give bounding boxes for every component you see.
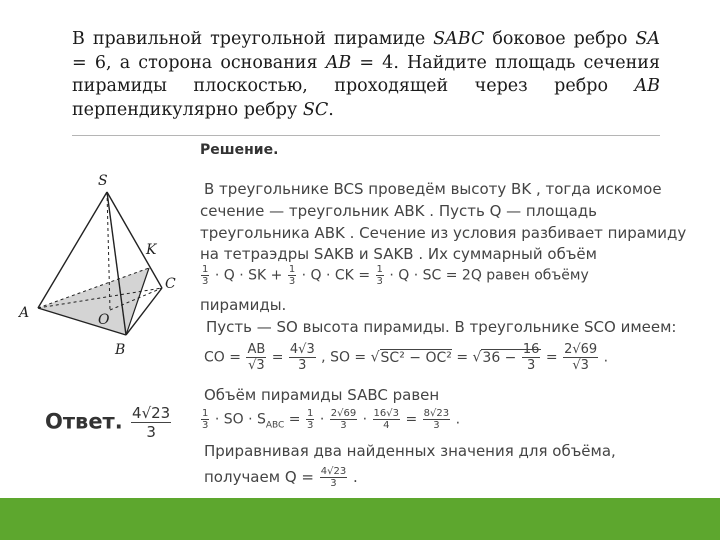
formula-text: = [271,349,284,366]
volume-sum-formula [200,264,589,287]
problem-text: AB [634,76,660,96]
fraction: $\frac{2√69}{√3}$ [564,342,598,373]
label-b: B [115,342,126,358]
formula-text: . [603,349,609,366]
solution-line: сечение — треугольник ABK . Пусть Q — площадь [200,202,598,220]
problem-statement [72,28,660,122]
fraction: $\frac{1}{3}$ [288,264,296,287]
formula-text: · Q · SK + [214,267,283,284]
label-s: S [98,173,108,189]
footer-bar [0,498,720,540]
problem-text: боковое ребро [484,29,636,49]
problem-text: = 4. Найдите площадь сечения пирамиды плоскостью, проходящей через ребро [72,52,660,96]
label-o: O [98,312,110,328]
answer-label: Ответ. [45,409,123,434]
fraction: $\frac{AB}{√3}$ [247,342,266,373]
formula-text: · Q · CK = [301,267,371,284]
fraction: $\frac{4√23}{3}$ [320,466,347,489]
formula-text: · Q · SC = 2Q равен объёму [389,267,589,284]
fraction: $\frac{8√23}{3}$ [423,408,450,431]
pyramid-figure [14,170,184,360]
formula-text: . [455,411,461,428]
problem-text: перпендикулярно ребру [72,99,303,120]
formula-text: получаем Q = [204,468,314,486]
problem-text: В правильной треугольной пирамиде [72,29,434,49]
fraction: $\frac{1}{3}$ [202,408,209,431]
solution-line: на тетраэдры SAKB и SAKB . Их суммарный объём [200,245,597,263]
formula-text: · [362,411,368,428]
formula-text: = [405,411,418,428]
co-so-formula: CO = $\frac{AB}{√3}$ = $\frac{4√3}{3}$ , SO = √SC² − OC² = √36 − $\frac{16}{3}$ = $\frac{2√69}{√3}$ . [204,342,609,373]
formula-text: . [353,468,358,486]
fraction: $\frac{1}{3}$ [202,264,209,287]
label-c: C [165,276,176,292]
solution-line: Объём пирамиды SABC равен [204,386,440,404]
formula-text: · [319,411,325,428]
problem-text: SABC [433,29,485,49]
q-result-formula [204,466,358,489]
fraction: $\frac{4√3}{3}$ [289,342,315,373]
problem-text: = 6, а сторона основания [72,52,326,73]
solution-line: В треугольнике BCS проведём высоту BK , тогда искомое [204,180,662,198]
solution-line: Приравнивая два найденных значения для объёма, [204,442,616,460]
fraction: $\frac{2√69}{3}$ [330,408,357,431]
answer-block [45,404,172,441]
radicand: SC² − OC² [380,349,452,366]
fraction: $\frac{16√3}{4}$ [373,408,400,431]
fraction: $\frac{1}{3}$ [376,264,383,287]
answer-fraction: $\frac{4√23}{3}$ [132,404,171,441]
solution-line: треугольника ABK . Сечение из условия разбивает пирамиду [200,224,687,242]
formula-text: = [456,349,469,366]
fraction: $\frac{1}{3}$ [306,408,314,431]
formula-text: = [288,411,301,428]
formula-text: = [545,349,558,366]
problem-text: SC [302,99,329,120]
solution-line: пирамиды. [200,296,287,314]
solution-heading: Решение. [200,142,279,158]
radicand: 36 − $\frac{16}{3}$ [482,342,540,373]
volume-formula [200,408,460,431]
formula-text: · SO · S [214,411,266,428]
solution-line: Пусть — SO высота пирамиды. В треугольнике SCO имеем: [206,318,677,336]
formula-text: , SO = [321,349,367,366]
label-a: A [19,305,30,321]
label-k: K [146,242,157,258]
problem-text: AB [325,52,352,73]
subscript: ABC [265,420,285,431]
formula-text: CO = [204,349,241,366]
problem-text: SA [635,29,661,49]
divider [72,135,660,136]
problem-text: . [328,99,334,120]
